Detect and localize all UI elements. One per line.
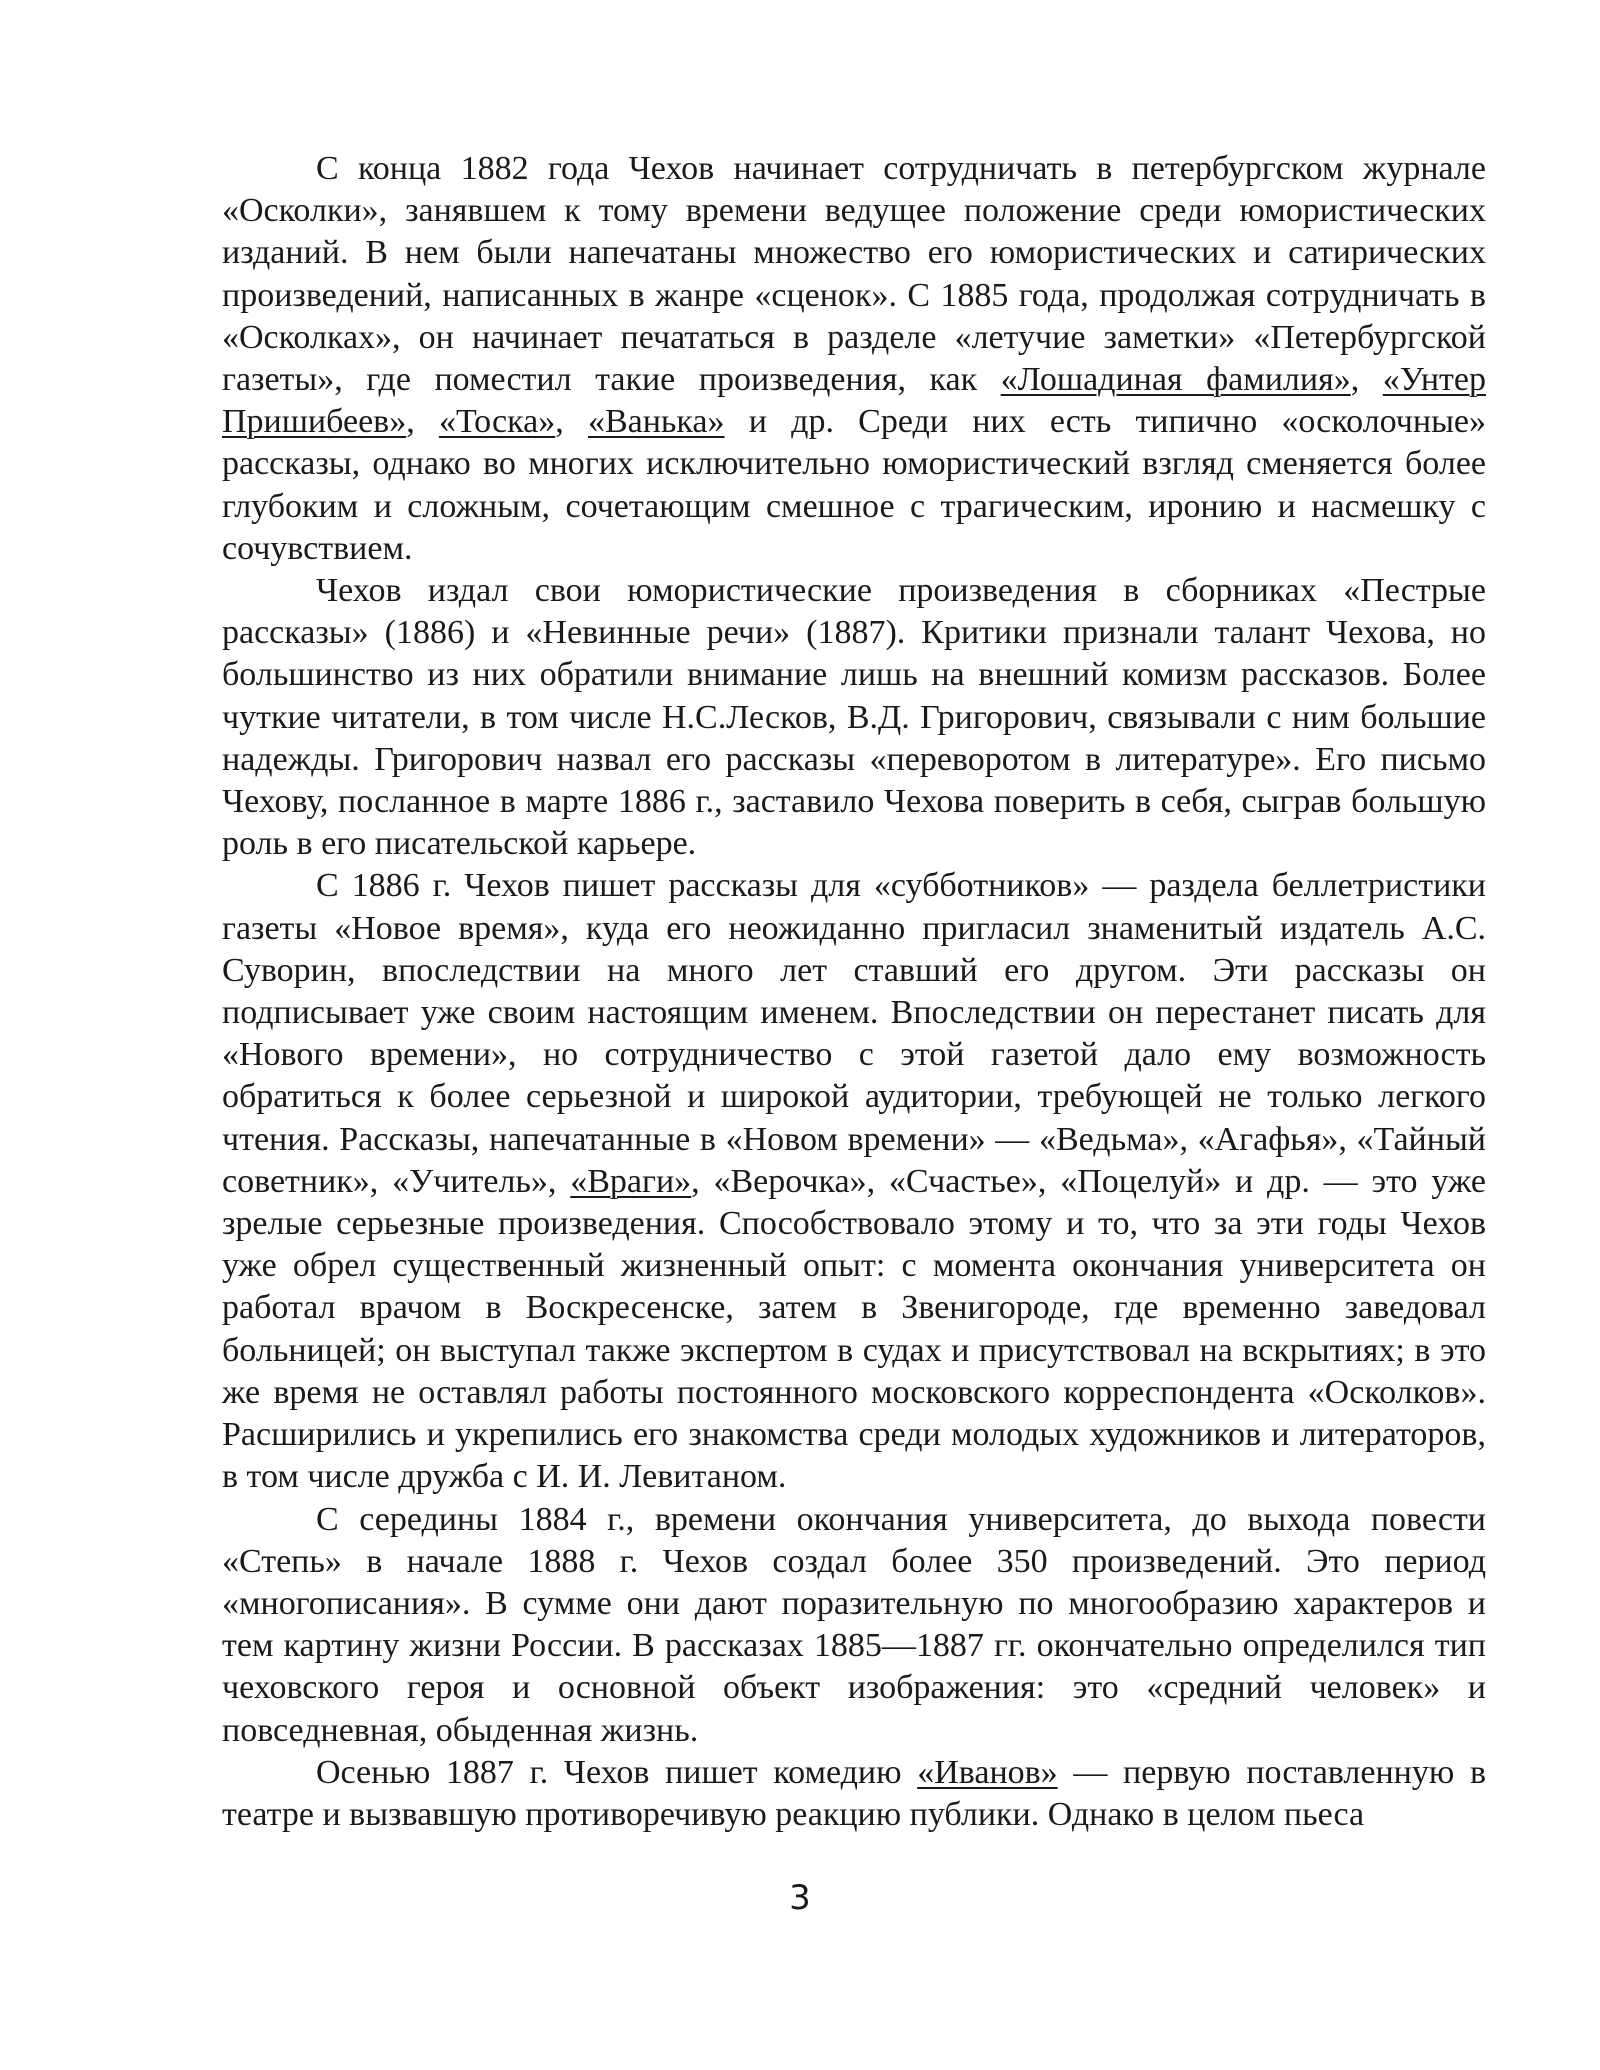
paragraph-5 — [222, 1752, 1486, 1836]
link-loshadinaya-familiya[interactable]: «Лошадиная фамилия» — [1000, 361, 1351, 399]
paragraph-text: С середины 1884 г., времени окончания университета, до выхода повести «Степь» в начале 1888 г. Чехов создал более 350 произведений. Это период «многописания». В сумме они дают поразительную по многообразию характеров и тем картину жизни России. В рассказах 1885—1887 гг. окончательно определился тип чеховского героя и основной объект изображения: это «средний человек» и повседневная, обыденная жизнь. — [222, 1500, 1486, 1749]
document-body — [222, 148, 1486, 1836]
separator: , — [1350, 361, 1383, 399]
paragraph-text: и др. Среди них есть типично «осколочные» рассказы, однако во многих исключительно юмористический взгляд сменяется более глубоким и сложным, сочетающим смешное с трагическим, иронию и насмешку с сочувствием. — [222, 403, 1487, 567]
paragraph-4 — [222, 1499, 1486, 1752]
page-number: 3 — [789, 1878, 811, 1918]
separator: , — [555, 403, 588, 441]
paragraph-text: С конца 1882 года Чехов начинает сотрудничать в петербургском журнале «Осколки», занявшем к тому времени ведущее положение среди юмористических изданий. В нем были напечатаны множество его юмористических и сатирических произведений, написанных в жанре «сценок». С 1885 года, продолжая сотрудничать в «Осколках», он начинает печататься в разделе «летучие заметки» «Петербургской газеты», где поместил такие произведения, как — [222, 150, 1486, 399]
paragraph-text: Осенью 1887 г. Чехов пишет комедию — [316, 1753, 918, 1791]
paragraph-text: — первую поставленную в театре и вызвавшую противоречивую реакцию публики. Однако в целом пьеса — [222, 1753, 1487, 1833]
paragraph-text: , «Верочка», «Счастье», «Поцелуй» и др. — это уже зрелые серьезные произведения. Способствовало этому и то, что за эти годы Чехов уже обрел существенный жизненный опыт: с момента окончания университета он работал врачом в Воскресенске, затем в Звенигороде, где временно заведовал больницей; он выступал также экспертом в судах и присутствовал на вскрытиях; в это же время не оставлял работы постоянного московского корреспондента «Осколков». Расширились и укрепились его знакомства среди молодых художников и литераторов, в том числе дружба с И. И. Левитаном. — [222, 1162, 1487, 1496]
link-vanka[interactable]: «Ванька» — [587, 403, 725, 441]
link-vragi[interactable]: «Враги» — [570, 1162, 692, 1200]
link-ivanov[interactable]: «Иванов» — [917, 1753, 1058, 1791]
paragraph-text: Чехов издал свои юмористические произведения в сборниках «Пестрые рассказы» (1886) и «Невинные речи» (1887). Критики признали талант Чехова, но большинство из них обратили внимание лишь на внешний комизм рассказов. Более чуткие читатели, в том числе Н.С.Лесков, В.Д. Григорович, связывали с ним большие надежды. Григорович назвал его рассказы «переворотом в литературе». Его письмо Чехову, посланное в марте 1886 г., заставило Чехова поверить в себя, сыграв большую роль в его писательской карьере. — [222, 572, 1486, 863]
link-unter-prishibeev[interactable]: «Унтер Пришибеев» — [222, 361, 1486, 441]
paragraph-3 — [222, 865, 1486, 1498]
link-toska[interactable]: «Тоска» — [438, 403, 556, 441]
paragraph-text: С 1886 г. Чехов пишет рассказы для «субботников» — раздела беллетристики газеты «Новое время», куда его неожиданно пригласил знаменитый издатель А.С. Суворин, впоследствии на много лет ставший его другом. Эти рассказы он подписывает уже своим настоящим именем. Впоследствии он перестанет писать для «Нового времени», но сотрудничество с этой газетой дало ему возможность обратиться к более серьезной и широкой аудитории, требующей не только легкого чтения. Рассказы, напечатанные в «Новом времени» — «Ведьма», «Агафья», «Тайный советник», «Учитель», — [222, 867, 1486, 1200]
paragraph-1 — [222, 148, 1486, 570]
separator: , — [406, 403, 439, 441]
paragraph-2 — [222, 570, 1486, 865]
